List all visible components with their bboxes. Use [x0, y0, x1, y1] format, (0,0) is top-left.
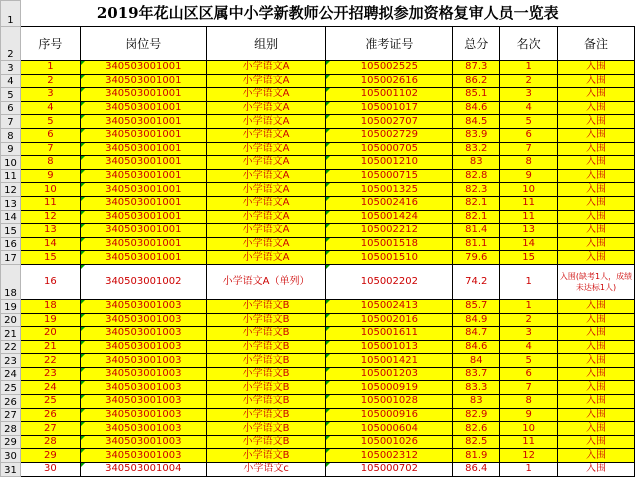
cell-group[interactable]: 小学语文A [206, 196, 326, 210]
cell-note[interactable]: 入围(缺考1人，成绩未达标1人) [558, 264, 635, 299]
table-row [1, 183, 635, 197]
cell-note[interactable]: 入围 [558, 395, 635, 409]
cell-score[interactable]: 82.3 [453, 183, 500, 197]
cell-group[interactable]: 小学语文c [206, 463, 326, 477]
table-row [1, 210, 635, 224]
cell-exam-number[interactable]: 105000919 [326, 381, 453, 395]
cell-group[interactable]: 小学语文B [206, 449, 326, 463]
cell-rank[interactable]: 1 [500, 264, 558, 299]
cell-rank[interactable]: 8 [500, 395, 558, 409]
cell-post[interactable]: 340503001001 [80, 183, 206, 197]
row-header[interactable]: 1 [1, 1, 21, 27]
cell-score[interactable]: 83.2 [453, 142, 500, 156]
cell-note[interactable]: 入围 [558, 156, 635, 170]
cell-seq[interactable]: 3 [20, 88, 80, 102]
cell-score[interactable]: 81.1 [453, 237, 500, 251]
cell-post[interactable]: 340503001003 [80, 395, 206, 409]
cell-note[interactable]: 入围 [558, 196, 635, 210]
cell-exam-number[interactable]: 105002707 [326, 115, 453, 129]
cell-exam-number[interactable]: 105002312 [326, 449, 453, 463]
cell-score[interactable]: 84.6 [453, 101, 500, 115]
cell-seq[interactable]: 13 [20, 224, 80, 238]
cell-post[interactable]: 340503001001 [80, 115, 206, 129]
cell-seq[interactable]: 23 [20, 367, 80, 381]
cell-score[interactable]: 84.5 [453, 115, 500, 129]
cell-score[interactable]: 85.7 [453, 299, 500, 313]
table-row [1, 327, 635, 341]
table-row [1, 367, 635, 381]
cell-score[interactable]: 84.9 [453, 313, 500, 327]
row-header[interactable]: 17 [1, 251, 21, 265]
table-row [1, 422, 635, 436]
row-header[interactable]: 10 [1, 156, 21, 170]
row-header[interactable]: 6 [1, 101, 21, 115]
row-header[interactable]: 27 [1, 408, 21, 422]
cell-post[interactable]: 340503001003 [80, 299, 206, 313]
cell-rank[interactable]: 11 [500, 210, 558, 224]
cell-seq[interactable]: 27 [20, 422, 80, 436]
cell-group[interactable]: 小学语文B [206, 340, 326, 354]
cell-group[interactable]: 小学语文A（单列） [206, 264, 326, 299]
cell-exam-number[interactable]: 105002202 [326, 264, 453, 299]
cell-post[interactable]: 340503001004 [80, 463, 206, 477]
cell-rank[interactable]: 9 [500, 408, 558, 422]
cell-seq[interactable]: 4 [20, 101, 80, 115]
cell-post[interactable]: 340503001003 [80, 381, 206, 395]
header-score[interactable]: 总分 [453, 27, 500, 61]
cell-group[interactable]: 小学语文B [206, 299, 326, 313]
cell-note[interactable]: 入围 [558, 74, 635, 88]
cell-score[interactable]: 82.8 [453, 169, 500, 183]
cell-post[interactable]: 340503001001 [80, 128, 206, 142]
cell-seq[interactable]: 12 [20, 210, 80, 224]
cell-group[interactable]: 小学语文A [206, 169, 326, 183]
cell-group[interactable]: 小学语文A [206, 156, 326, 170]
table-row [1, 61, 635, 75]
cell-group[interactable]: 小学语文B [206, 313, 326, 327]
cell-seq[interactable]: 22 [20, 354, 80, 368]
cell-score[interactable]: 86.4 [453, 463, 500, 477]
cell-group[interactable]: 小学语文A [206, 210, 326, 224]
cell-rank[interactable]: 13 [500, 224, 558, 238]
cell-note[interactable]: 入围 [558, 101, 635, 115]
table-row [1, 128, 635, 142]
row-header[interactable]: 26 [1, 395, 21, 409]
row-header[interactable]: 25 [1, 381, 21, 395]
table-row [1, 463, 635, 477]
cell-rank[interactable]: 7 [500, 381, 558, 395]
row-header[interactable]: 18 [1, 264, 21, 299]
cell-rank[interactable]: 3 [500, 88, 558, 102]
cell-score[interactable]: 74.2 [453, 264, 500, 299]
row-header[interactable]: 21 [1, 327, 21, 341]
table-row [1, 88, 635, 102]
cell-group[interactable]: 小学语文A [206, 128, 326, 142]
cell-group[interactable]: 小学语文B [206, 327, 326, 341]
header-rank[interactable]: 名次 [500, 27, 558, 61]
table-row [1, 169, 635, 183]
cell-score[interactable]: 82.1 [453, 196, 500, 210]
cell-score[interactable]: 79.6 [453, 251, 500, 265]
row-header[interactable]: 16 [1, 237, 21, 251]
header-post[interactable]: 岗位号 [80, 27, 206, 61]
cell-rank[interactable]: 4 [500, 340, 558, 354]
cell-post[interactable]: 340503001003 [80, 313, 206, 327]
cell-exam-number[interactable]: 105000702 [326, 463, 453, 477]
cell-exam-number[interactable]: 105002729 [326, 128, 453, 142]
row-header[interactable]: 19 [1, 299, 21, 313]
row-header[interactable]: 8 [1, 128, 21, 142]
cell-seq[interactable]: 25 [20, 395, 80, 409]
cell-seq[interactable]: 19 [20, 313, 80, 327]
cell-post[interactable]: 340503001001 [80, 251, 206, 265]
cell-note[interactable]: 入围 [558, 169, 635, 183]
cell-exam-number[interactable]: 105001421 [326, 354, 453, 368]
cell-seq[interactable]: 8 [20, 156, 80, 170]
cell-score[interactable]: 82.9 [453, 408, 500, 422]
cell-note[interactable]: 入围 [558, 88, 635, 102]
cell-rank[interactable]: 1 [500, 61, 558, 75]
cell-note[interactable]: 入围 [558, 340, 635, 354]
table-row [1, 435, 635, 449]
cell-seq[interactable]: 21 [20, 340, 80, 354]
cell-post[interactable]: 340503001001 [80, 210, 206, 224]
cell-seq[interactable]: 20 [20, 327, 80, 341]
cell-post[interactable]: 340503001001 [80, 237, 206, 251]
table-row [1, 101, 635, 115]
cell-post[interactable]: 340503001001 [80, 156, 206, 170]
cell-seq[interactable]: 9 [20, 169, 80, 183]
cell-note[interactable]: 入围 [558, 115, 635, 129]
cell-post[interactable]: 340503001003 [80, 367, 206, 381]
cell-exam-number[interactable]: 105001013 [326, 340, 453, 354]
cell-exam-number[interactable]: 105002016 [326, 313, 453, 327]
cell-rank[interactable]: 6 [500, 128, 558, 142]
row-header[interactable]: 4 [1, 74, 21, 88]
cell-note[interactable]: 入围 [558, 327, 635, 341]
cell-rank[interactable]: 11 [500, 435, 558, 449]
table-row [1, 381, 635, 395]
header-note[interactable]: 备注 [558, 27, 635, 61]
cell-group[interactable]: 小学语文B [206, 395, 326, 409]
cell-post[interactable]: 340503001003 [80, 408, 206, 422]
cell-exam-number[interactable]: 105002416 [326, 196, 453, 210]
cell-post[interactable]: 340503001003 [80, 354, 206, 368]
cell-exam-number[interactable]: 105001210 [326, 156, 453, 170]
row-header[interactable]: 22 [1, 340, 21, 354]
cell-rank[interactable]: 6 [500, 367, 558, 381]
cell-score[interactable]: 83.7 [453, 367, 500, 381]
table-row [1, 74, 635, 88]
cell-score[interactable]: 84.6 [453, 340, 500, 354]
table-row [1, 115, 635, 129]
cell-exam-number[interactable]: 105001611 [326, 327, 453, 341]
cell-seq[interactable]: 2 [20, 74, 80, 88]
cell-seq[interactable]: 15 [20, 251, 80, 265]
row-header[interactable]: 28 [1, 422, 21, 436]
cell-group[interactable]: 小学语文A [206, 183, 326, 197]
cell-note[interactable]: 入围 [558, 237, 635, 251]
cell-group[interactable]: 小学语文A [206, 237, 326, 251]
header-exam-number[interactable]: 准考证号 [326, 27, 453, 61]
cell-note[interactable]: 入围 [558, 354, 635, 368]
cell-rank[interactable]: 7 [500, 142, 558, 156]
row-header[interactable]: 5 [1, 88, 21, 102]
table-row [1, 237, 635, 251]
cell-group[interactable]: 小学语文A [206, 142, 326, 156]
cell-note[interactable]: 入围 [558, 210, 635, 224]
cell-group[interactable]: 小学语文A [206, 74, 326, 88]
cell-score[interactable]: 83.3 [453, 381, 500, 395]
cell-post[interactable]: 340503001001 [80, 88, 206, 102]
table-row [1, 299, 635, 313]
cell-exam-number[interactable]: 105000916 [326, 408, 453, 422]
cell-group[interactable]: 小学语文A [206, 101, 326, 115]
cell-post[interactable]: 340503001003 [80, 435, 206, 449]
cell-seq[interactable]: 6 [20, 128, 80, 142]
cell-group[interactable]: 小学语文A [206, 251, 326, 265]
table-row [1, 408, 635, 422]
cell-exam-number[interactable]: 105001518 [326, 237, 453, 251]
cell-seq[interactable]: 26 [20, 408, 80, 422]
row-header[interactable]: 11 [1, 169, 21, 183]
row-header[interactable]: 14 [1, 210, 21, 224]
cell-group[interactable]: 小学语文B [206, 408, 326, 422]
table-row [1, 196, 635, 210]
cell-seq[interactable]: 14 [20, 237, 80, 251]
cell-score[interactable]: 82.1 [453, 210, 500, 224]
cell-note[interactable]: 入围 [558, 128, 635, 142]
cell-post[interactable]: 340503001001 [80, 61, 206, 75]
row-header[interactable]: 31 [1, 463, 21, 477]
cell-group[interactable]: 小学语文B [206, 422, 326, 436]
cell-exam-number[interactable]: 105001026 [326, 435, 453, 449]
cell-rank[interactable]: 15 [500, 251, 558, 265]
row-header[interactable]: 23 [1, 354, 21, 368]
cell-rank[interactable]: 5 [500, 115, 558, 129]
row-header[interactable]: 20 [1, 313, 21, 327]
cell-exam-number[interactable]: 105002616 [326, 74, 453, 88]
cell-exam-number[interactable]: 105001102 [326, 88, 453, 102]
cell-group[interactable]: 小学语文A [206, 224, 326, 238]
title-row [1, 1, 635, 27]
cell-score[interactable]: 84.7 [453, 327, 500, 341]
cell-post[interactable]: 340503001003 [80, 340, 206, 354]
cell-seq[interactable]: 7 [20, 142, 80, 156]
cell-post[interactable]: 340503001001 [80, 169, 206, 183]
cell-note[interactable]: 入围 [558, 183, 635, 197]
cell-score[interactable]: 81.4 [453, 224, 500, 238]
cell-rank[interactable]: 2 [500, 74, 558, 88]
cell-score[interactable]: 83 [453, 156, 500, 170]
cell-rank[interactable]: 10 [500, 183, 558, 197]
cell-post[interactable]: 340503001001 [80, 224, 206, 238]
table-row [1, 224, 635, 238]
cell-group[interactable]: 小学语文B [206, 367, 326, 381]
cell-note[interactable]: 入围 [558, 313, 635, 327]
table-row [1, 264, 635, 299]
row-header[interactable]: 30 [1, 449, 21, 463]
cell-post[interactable]: 340503001003 [80, 327, 206, 341]
cell-seq[interactable]: 1 [20, 61, 80, 75]
cell-score[interactable]: 86.2 [453, 74, 500, 88]
cell-note[interactable]: 入围 [558, 142, 635, 156]
row-header[interactable]: 7 [1, 115, 21, 129]
row-header[interactable]: 12 [1, 183, 21, 197]
cell-exam-number[interactable]: 105002413 [326, 299, 453, 313]
cell-exam-number[interactable]: 105001510 [326, 251, 453, 265]
cell-post[interactable]: 340503001002 [80, 264, 206, 299]
cell-seq[interactable]: 28 [20, 435, 80, 449]
cell-note[interactable]: 入围 [558, 381, 635, 395]
cell-score[interactable]: 83.9 [453, 128, 500, 142]
row-header[interactable]: 24 [1, 367, 21, 381]
row-header[interactable]: 3 [1, 61, 21, 75]
cell-note[interactable]: 入围 [558, 449, 635, 463]
cell-seq[interactable]: 11 [20, 196, 80, 210]
table-row [1, 251, 635, 265]
row-header[interactable]: 15 [1, 224, 21, 238]
cell-exam-number[interactable]: 105001203 [326, 367, 453, 381]
sheet-title[interactable]: 2019年花山区区属中小学新教师公开招聘拟参加资格复审人员一览表 [20, 1, 634, 27]
cell-group[interactable]: 小学语文A [206, 61, 326, 75]
cell-score[interactable]: 85.1 [453, 88, 500, 102]
table-row [1, 313, 635, 327]
cell-rank[interactable]: 1 [500, 299, 558, 313]
cell-score[interactable]: 81.9 [453, 449, 500, 463]
cell-post[interactable]: 340503001001 [80, 142, 206, 156]
cell-note[interactable]: 入围 [558, 61, 635, 75]
cell-rank[interactable]: 11 [500, 196, 558, 210]
cell-rank[interactable]: 8 [500, 156, 558, 170]
cell-rank[interactable]: 1 [500, 463, 558, 477]
cell-rank[interactable]: 9 [500, 169, 558, 183]
table-row [1, 395, 635, 409]
cell-group[interactable]: 小学语文A [206, 88, 326, 102]
cell-seq[interactable]: 10 [20, 183, 80, 197]
cell-score[interactable]: 83 [453, 395, 500, 409]
cell-post[interactable]: 340503001001 [80, 74, 206, 88]
cell-seq[interactable]: 29 [20, 449, 80, 463]
cell-exam-number[interactable]: 105000715 [326, 169, 453, 183]
cell-exam-number[interactable]: 105001028 [326, 395, 453, 409]
cell-note[interactable]: 入围 [558, 224, 635, 238]
cell-exam-number[interactable]: 105002525 [326, 61, 453, 75]
cell-exam-number[interactable]: 105001424 [326, 210, 453, 224]
row-header[interactable]: 9 [1, 142, 21, 156]
header-group[interactable]: 组别 [206, 27, 326, 61]
header-seq[interactable]: 序号 [20, 27, 80, 61]
cell-group[interactable]: 小学语文B [206, 354, 326, 368]
cell-seq[interactable]: 5 [20, 115, 80, 129]
header-row [1, 27, 635, 61]
cell-seq[interactable]: 16 [20, 264, 80, 299]
cell-score[interactable]: 82.5 [453, 435, 500, 449]
cell-group[interactable]: 小学语文A [206, 115, 326, 129]
cell-rank[interactable]: 10 [500, 422, 558, 436]
cell-rank[interactable]: 4 [500, 101, 558, 115]
cell-note[interactable]: 入围 [558, 422, 635, 436]
row-header[interactable]: 29 [1, 435, 21, 449]
cell-group[interactable]: 小学语文B [206, 435, 326, 449]
row-header[interactable]: 2 [1, 27, 21, 61]
cell-seq[interactable]: 18 [20, 299, 80, 313]
table-row [1, 449, 635, 463]
cell-score[interactable]: 84 [453, 354, 500, 368]
cell-note[interactable]: 入围 [558, 463, 635, 477]
cell-rank[interactable]: 2 [500, 313, 558, 327]
cell-post[interactable]: 340503001001 [80, 101, 206, 115]
cell-score[interactable]: 87.3 [453, 61, 500, 75]
cell-exam-number[interactable]: 105002212 [326, 224, 453, 238]
cell-note[interactable]: 入围 [558, 367, 635, 381]
cell-post[interactable]: 340503001003 [80, 449, 206, 463]
cell-score[interactable]: 82.6 [453, 422, 500, 436]
cell-seq[interactable]: 30 [20, 463, 80, 477]
cell-note[interactable]: 入围 [558, 299, 635, 313]
table-row [1, 142, 635, 156]
cell-post[interactable]: 340503001001 [80, 196, 206, 210]
cell-note[interactable]: 入围 [558, 251, 635, 265]
cell-rank[interactable]: 14 [500, 237, 558, 251]
cell-rank[interactable]: 12 [500, 449, 558, 463]
table-row [1, 354, 635, 368]
cell-exam-number[interactable]: 105001017 [326, 101, 453, 115]
cell-rank[interactable]: 5 [500, 354, 558, 368]
table-row [1, 156, 635, 170]
cell-seq[interactable]: 24 [20, 381, 80, 395]
cell-group[interactable]: 小学语文B [206, 381, 326, 395]
cell-post[interactable]: 340503001003 [80, 422, 206, 436]
row-header[interactable]: 13 [1, 196, 21, 210]
cell-exam-number[interactable]: 105000604 [326, 422, 453, 436]
cell-note[interactable]: 入围 [558, 435, 635, 449]
table-row [1, 340, 635, 354]
cell-note[interactable]: 入围 [558, 408, 635, 422]
cell-exam-number[interactable]: 105000705 [326, 142, 453, 156]
cell-exam-number[interactable]: 105001325 [326, 183, 453, 197]
cell-rank[interactable]: 3 [500, 327, 558, 341]
